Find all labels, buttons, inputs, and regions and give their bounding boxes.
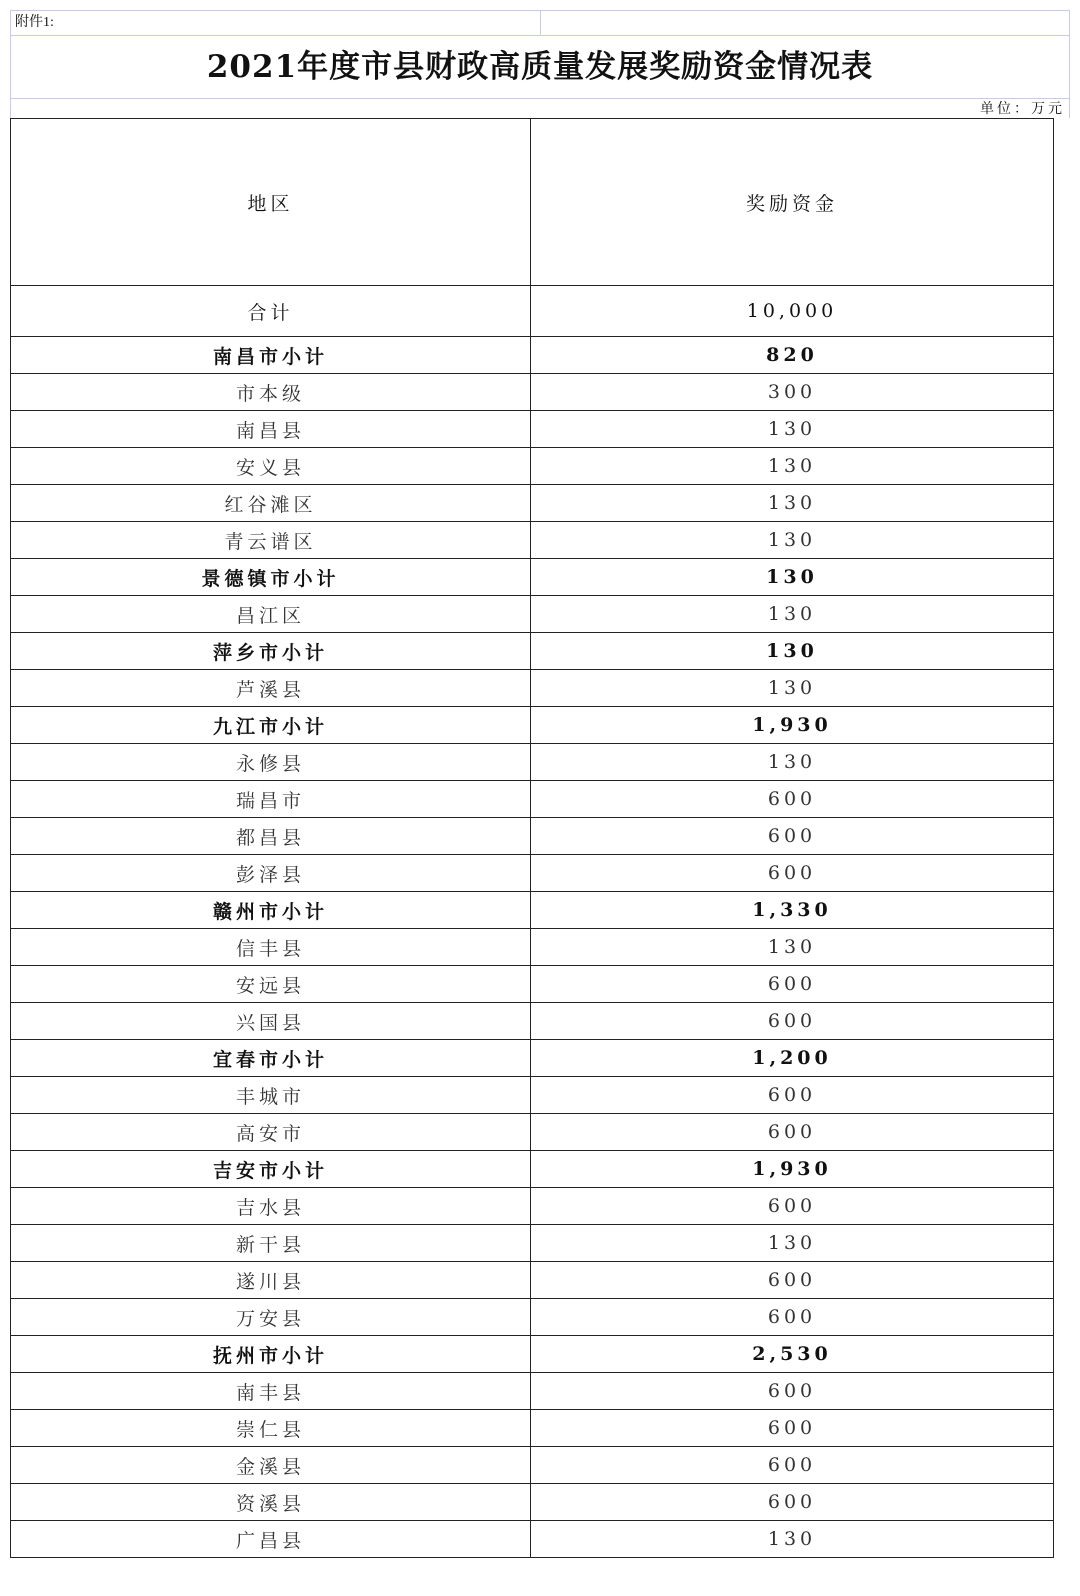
amount-cell: 300	[531, 374, 1054, 411]
region-cell: 宜春市小计	[11, 1040, 531, 1077]
amount-cell: 600	[531, 1373, 1054, 1410]
region-cell: 永修县	[11, 744, 531, 781]
subtotal-row	[11, 559, 1054, 596]
region-cell: 遂川县	[11, 1262, 531, 1299]
amount-cell: 130	[531, 633, 1054, 670]
table-row	[11, 818, 1054, 855]
amount-cell: 600	[531, 1077, 1054, 1114]
attachment-row	[10, 10, 1070, 36]
table-row	[11, 670, 1054, 707]
region-cell: 抚州市小计	[11, 1336, 531, 1373]
table-row	[11, 485, 1054, 522]
amount-cell: 130	[531, 448, 1054, 485]
table-row	[11, 1410, 1054, 1447]
amount-cell: 820	[531, 337, 1054, 374]
amount-cell: 2,530	[531, 1336, 1054, 1373]
amount-cell: 130	[531, 1225, 1054, 1262]
region-cell: 广昌县	[11, 1521, 531, 1558]
amount-cell: 130	[531, 1521, 1054, 1558]
amount-cell: 600	[531, 1410, 1054, 1447]
column-header-amount: 奖励资金	[531, 119, 1054, 286]
region-cell: 青云谱区	[11, 522, 531, 559]
table-row	[11, 929, 1054, 966]
amount-cell: 600	[531, 1188, 1054, 1225]
amount-cell: 130	[531, 411, 1054, 448]
table-row	[11, 374, 1054, 411]
region-cell: 南昌县	[11, 411, 531, 448]
table-row	[11, 781, 1054, 818]
table-row	[11, 1225, 1054, 1262]
funding-table	[10, 118, 1054, 1558]
region-cell: 九江市小计	[11, 707, 531, 744]
table-row	[11, 1484, 1054, 1521]
region-cell: 兴国县	[11, 1003, 531, 1040]
region-cell: 瑞昌市	[11, 781, 531, 818]
amount-cell: 600	[531, 1114, 1054, 1151]
subtotal-row	[11, 337, 1054, 374]
amount-cell: 130	[531, 596, 1054, 633]
region-cell: 新干县	[11, 1225, 531, 1262]
table-row	[11, 1373, 1054, 1410]
amount-cell: 130	[531, 929, 1054, 966]
region-cell: 崇仁县	[11, 1410, 531, 1447]
region-cell: 彭泽县	[11, 855, 531, 892]
table-row	[11, 855, 1054, 892]
table-row	[11, 1077, 1054, 1114]
table-row	[11, 522, 1054, 559]
region-cell: 萍乡市小计	[11, 633, 531, 670]
amount-cell: 600	[531, 1299, 1054, 1336]
region-cell: 南昌市小计	[11, 337, 531, 374]
subtotal-row	[11, 1040, 1054, 1077]
table-row	[11, 966, 1054, 1003]
amount-cell: 1,330	[531, 892, 1054, 929]
amount-cell: 600	[531, 781, 1054, 818]
region-cell: 景德镇市小计	[11, 559, 531, 596]
amount-cell: 600	[531, 1447, 1054, 1484]
region-cell: 金溪县	[11, 1447, 531, 1484]
region-cell: 昌江区	[11, 596, 531, 633]
region-cell: 南丰县	[11, 1373, 531, 1410]
region-cell: 芦溪县	[11, 670, 531, 707]
amount-cell: 600	[531, 1003, 1054, 1040]
region-cell: 信丰县	[11, 929, 531, 966]
region-cell: 赣州市小计	[11, 892, 531, 929]
amount-cell: 130	[531, 744, 1054, 781]
amount-cell: 1,930	[531, 1151, 1054, 1188]
region-cell: 吉安市小计	[11, 1151, 531, 1188]
amount-cell: 130	[531, 559, 1054, 596]
amount-cell: 600	[531, 1262, 1054, 1299]
table-row	[11, 1521, 1054, 1558]
table-row	[11, 411, 1054, 448]
total-amount: 10,000	[531, 286, 1054, 337]
subtotal-row	[11, 1151, 1054, 1188]
region-cell: 市本级	[11, 374, 531, 411]
unit-label: 单位：万元	[10, 98, 1070, 118]
table-row	[11, 1299, 1054, 1336]
amount-cell: 1,200	[531, 1040, 1054, 1077]
region-cell: 都昌县	[11, 818, 531, 855]
amount-cell: 600	[531, 818, 1054, 855]
amount-cell: 130	[531, 522, 1054, 559]
page-title: 2021年度市县财政高质量发展奖励资金情况表	[10, 36, 1070, 98]
amount-cell: 600	[531, 966, 1054, 1003]
table-row	[11, 448, 1054, 485]
total-row	[11, 286, 1054, 337]
region-cell: 丰城市	[11, 1077, 531, 1114]
table-row	[11, 744, 1054, 781]
amount-cell: 600	[531, 855, 1054, 892]
table-row	[11, 1447, 1054, 1484]
amount-cell: 130	[531, 485, 1054, 522]
region-cell: 安义县	[11, 448, 531, 485]
region-cell: 红谷滩区	[11, 485, 531, 522]
amount-cell: 130	[531, 670, 1054, 707]
subtotal-row	[11, 892, 1054, 929]
table-row	[11, 1262, 1054, 1299]
amount-cell: 1,930	[531, 707, 1054, 744]
column-header-region: 地区	[11, 119, 531, 286]
region-cell: 资溪县	[11, 1484, 531, 1521]
table-header-row	[11, 119, 1054, 286]
table-row	[11, 1003, 1054, 1040]
subtotal-row	[11, 1336, 1054, 1373]
subtotal-row	[11, 633, 1054, 670]
total-label: 合计	[11, 286, 531, 337]
table-row	[11, 1188, 1054, 1225]
region-cell: 高安市	[11, 1114, 531, 1151]
region-cell: 吉水县	[11, 1188, 531, 1225]
table-row	[11, 1114, 1054, 1151]
region-cell: 万安县	[11, 1299, 531, 1336]
attachment-label: 附件1:	[11, 11, 541, 35]
subtotal-row	[11, 707, 1054, 744]
table-row	[11, 596, 1054, 633]
amount-cell: 600	[531, 1484, 1054, 1521]
region-cell: 安远县	[11, 966, 531, 1003]
